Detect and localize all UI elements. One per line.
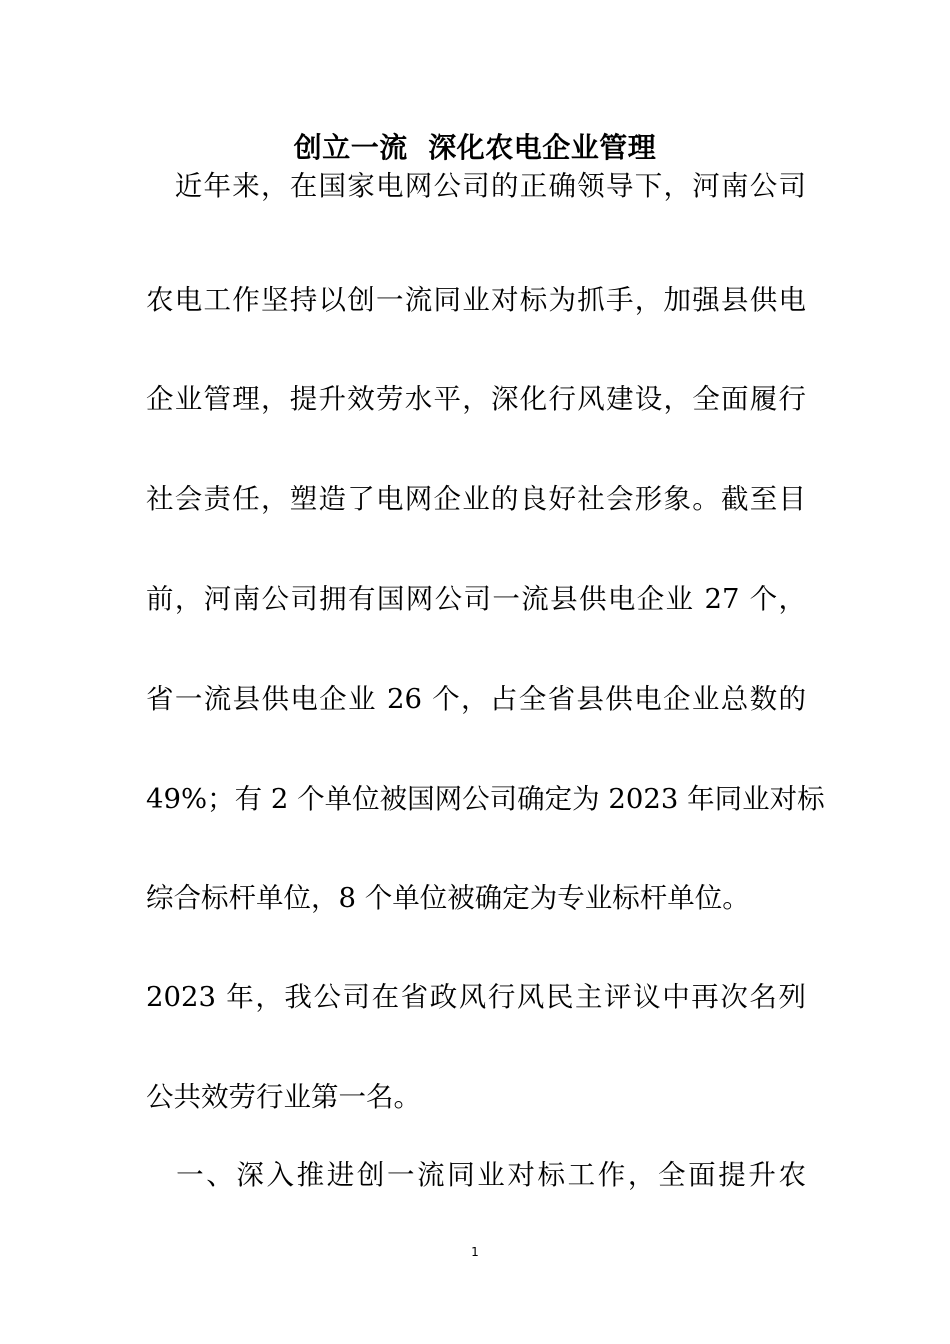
paragraph-line: 社会责任，塑造了电网企业的良好社会形象。截至目 <box>146 483 806 515</box>
document-title: 创立一流 深化农电企业管理 <box>293 131 657 164</box>
paragraph-line: 前，河南公司拥有国网公司一流县供电企业 27 个， <box>146 583 806 615</box>
paragraph-line: 2023 年，我公司在省政风行风民主评议中再次名列 <box>146 981 806 1013</box>
paragraph-line: 近年来，在国家电网公司的正确领导下，河南公司 <box>146 170 806 202</box>
paragraph-line: 公共效劳行业第一名。 <box>146 1081 421 1113</box>
paragraph-line: 企业管理，提升效劳水平，深化行风建设，全面履行 <box>146 383 806 415</box>
paragraph-line: 49%；有 2 个单位被国网公司确定为 2023 年同业对标 <box>146 783 825 815</box>
section-heading-line: 一、深入推进创一流同业对标工作，全面提升农 <box>146 1159 806 1191</box>
page-number: 1 <box>471 1245 479 1259</box>
paragraph-line: 综合标杆单位，8 个单位被确定为专业标杆单位。 <box>146 882 750 914</box>
paragraph-line: 省一流县供电企业 26 个，占全省县供电企业总数的 <box>146 683 806 715</box>
paragraph-line: 农电工作坚持以创一流同业对标为抓手，加强县供电 <box>146 284 806 316</box>
